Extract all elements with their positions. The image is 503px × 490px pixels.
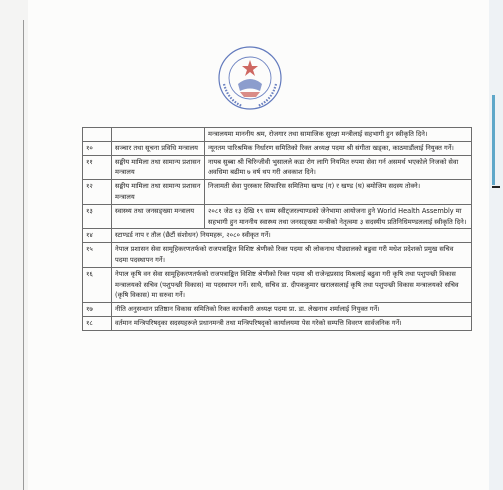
decision-cell: स्टाण्डर्ड नाप र तौल (छैटौं संशोधन) नियमहरू, २०८० स्वीकृत गर्ने।	[112, 229, 472, 243]
decision-cell: न्यूनतम पारिश्रमिक निर्धारण समितिको रिक्त अध्यक्ष पदमा श्री संगीता खड्का, काठमाडौंलाई नियुक्त गर्ने।	[205, 141, 472, 155]
ministry-cell: सञ्चार तथा सूचना प्रविधि मन्त्रालय	[112, 141, 205, 155]
left-margin-rule	[23, 20, 24, 490]
decision-cell: नेपाल प्रशासन सेवा सामूहिकरणतर्फको राजपत्राङ्कित विशिष्ट श्रेणीको रिक्त पदमा श्री लोकनाथ पौड्यालको बढुवा गरी मधेश प्रदेशको प्रमुख सचिव पदमा पदस्थापन गर्ने।	[112, 243, 472, 268]
decision-cell: निजामती सेवा पुरस्कार सिफारिस समितिमा खण्ड (ग) र खण्ड (घ) बमोजिम सदस्य तोक्ने।	[205, 180, 472, 205]
row-number: १३	[83, 204, 112, 229]
row-number: १२	[83, 180, 112, 205]
row-number	[83, 128, 112, 142]
table-row	[83, 267, 472, 302]
table-row	[83, 229, 472, 243]
decision-cell: नेपाल कृषि वन सेवा सामूहिकरणतर्फको राजपत्राङ्कित विशिष्ट श्रेणीको रिक्त पदमा श्री राजेन्द्रप्रसाद मिश्रलाई बढुवा गरी कृषि तथा पशुपन्छी विकास मन्त्रालयको सचिव (पशुपन्छी विकास) मा पदस्थापन गर्ने। साथै, सचिव डा. दीपककुमार खरालसलाई कृषि तथा पशुपन्छी विकास मन्त्रालयको सचिव (कृषि विकास) मा सरुवा गर्ने।	[112, 267, 472, 302]
table-row	[83, 316, 472, 330]
right-edge-panel	[489, 0, 503, 490]
table-row	[83, 141, 472, 155]
row-number: १४	[83, 229, 112, 243]
ministry-cell: सङ्घीय मामिला तथा सामान्य प्रशासन मन्त्रालय	[112, 180, 205, 205]
row-number: ११	[83, 155, 112, 180]
row-number: १५	[83, 243, 112, 268]
government-emblem-stamp-icon	[216, 44, 284, 112]
table-row	[83, 243, 472, 268]
ministry-cell: स्वास्थ्य तथा जनसङ्ख्या मन्त्रालय	[112, 204, 205, 229]
row-number: १०	[83, 141, 112, 155]
right-edge-accent	[492, 95, 495, 185]
ministry-cell	[112, 128, 205, 142]
decision-cell: नायब सुब्बा श्री चिरिन्जीवी भुसालले कडा रोग लागि नियमित रुपमा सेवा गर्न असमर्थ भएकोले निजको सेवा अवधिमा बढीमा ७ वर्ष थप गरी अवकाश दिने।	[205, 155, 472, 180]
cabinet-decisions-table	[82, 127, 472, 331]
table-row	[83, 128, 472, 142]
table-row	[83, 204, 472, 229]
table-row	[83, 155, 472, 180]
table-row	[83, 180, 472, 205]
row-number: १८	[83, 316, 112, 330]
right-edge-marker	[492, 186, 500, 188]
decision-cell: वर्तमान मन्त्रिपरिषद्का सदस्यहरूले प्रधानमन्त्री तथा मन्त्रिपरिषद्को कार्यालयमा पेस गरेको सम्पत्ति विवरण सार्वजनिक गर्ने।	[112, 316, 472, 330]
decision-cell: मन्त्रालयमा माननीय श्रम, रोजगार तथा सामाजिक सुरक्षा मन्त्रीलाई सहभागी हुन स्वीकृति दिने।	[205, 128, 472, 142]
row-number: १६	[83, 267, 112, 302]
row-number: १७	[83, 303, 112, 317]
table-row	[83, 303, 472, 317]
decision-cell: नीति अनुसन्धान प्रतिष्ठान विकास समितिको रिक्त कार्यकारी अध्यक्ष पदमा प्रा. डा. लेखनाथ शर्मालाई नियुक्त गर्ने।	[112, 303, 472, 317]
ministry-cell: सङ्घीय मामिला तथा सामान्य प्रशासन मन्त्रालय	[112, 155, 205, 180]
decision-cell: २०८१ जेठ १३ देखि १९ सम्म स्वीट्जरल्याण्डको जेनेभामा आयोजना हुने World Health Assembly मा सहभागी हुन माननीय स्वास्थ्य तथा जनसङ्ख्या मन्त्रीको नेतृत्वमा ३ सदस्यीय प्रतिनिधिमण्डललाई स्वीकृति दिने।	[205, 204, 472, 229]
